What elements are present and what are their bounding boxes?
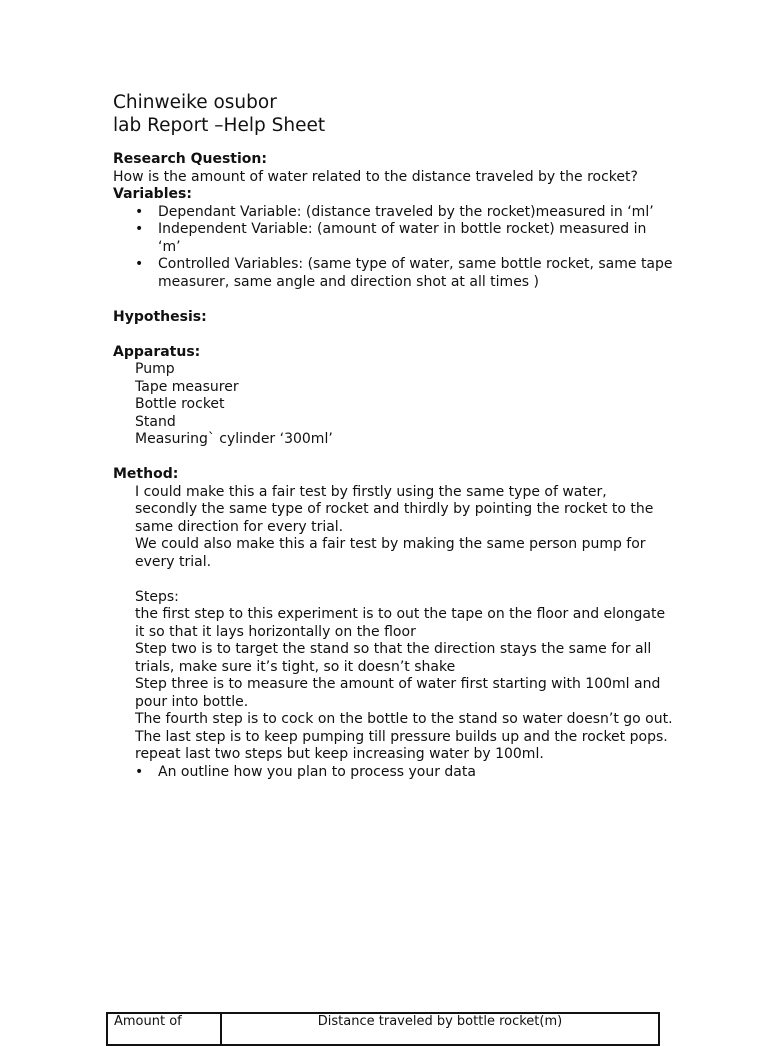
method-paragraph: We could also make this a fair test by making the same person pump for every trial.: [135, 536, 646, 570]
list-item: Stand: [135, 413, 176, 430]
method-paragraph: I could make this a fair test by firstly using the same type of water, secondly the same type of rocket and thirdly by pointing the rocket to the same direction for every trial.: [135, 483, 654, 535]
hypothesis-heading: Hypothesis:: [113, 308, 207, 325]
step-item: Step three is to measure the amount of water first starting with 100ml and pour into bottle.: [135, 676, 661, 710]
step-item: the first step to this experiment is to out the tape on the floor and elongate it so that it lays horizontally on the floor: [135, 606, 666, 640]
variables-list: [113, 204, 673, 292]
document-page: [113, 91, 673, 781]
list-item: • Dependant Variable: (distance traveled by the rocket)measured in ‘ml’: [113, 204, 673, 222]
table-row: [107, 1013, 659, 1045]
step-item: The last step is to keep pumping till pressure builds up and the rocket pops. repeat last two steps but keep increasing water by 100ml.: [135, 728, 668, 762]
research-question-text: How is the amount of water related to the distance traveled by the rocket?: [113, 168, 638, 185]
table-header-cell: Amount of: [107, 1013, 221, 1045]
variables-heading: Variables:: [113, 186, 192, 202]
list-item: • An outline how you plan to process your data: [113, 764, 673, 782]
list-item: • Controlled Variables: (same type of water, same bottle rocket, same tape measurer, same angle and direction shot at all times ): [113, 256, 673, 291]
author-name: Chinweike osubor: [113, 92, 277, 113]
method-body: [113, 484, 673, 764]
research-question-heading: Research Question:: [113, 151, 267, 167]
step-item: Step two is to target the stand so that the direction stays the same for all trials, make sure it’s tight, so it doesn’t shake: [135, 641, 652, 675]
results-table: [106, 1012, 660, 1046]
list-item: • Independent Variable: (amount of water in bottle rocket) measured in ‘m’: [113, 221, 673, 256]
list-item: Measuring` cylinder ‘300ml’: [135, 431, 333, 447]
steps-label: Steps:: [135, 588, 179, 605]
method-heading: Method:: [113, 466, 179, 482]
step-item: The fourth step is to cock on the bottle to the stand so water doesn’t go out.: [135, 711, 673, 727]
document-title: lab Report –Help Sheet: [113, 115, 326, 136]
apparatus-list: [113, 361, 673, 449]
list-item: Bottle rocket: [135, 396, 225, 412]
list-item: Tape measurer: [135, 378, 239, 395]
apparatus-heading: Apparatus:: [113, 343, 201, 360]
table-header-cell: Distance traveled by bottle rocket(m): [221, 1013, 659, 1045]
list-item: Pump: [135, 361, 175, 377]
outline-list: [113, 764, 673, 782]
